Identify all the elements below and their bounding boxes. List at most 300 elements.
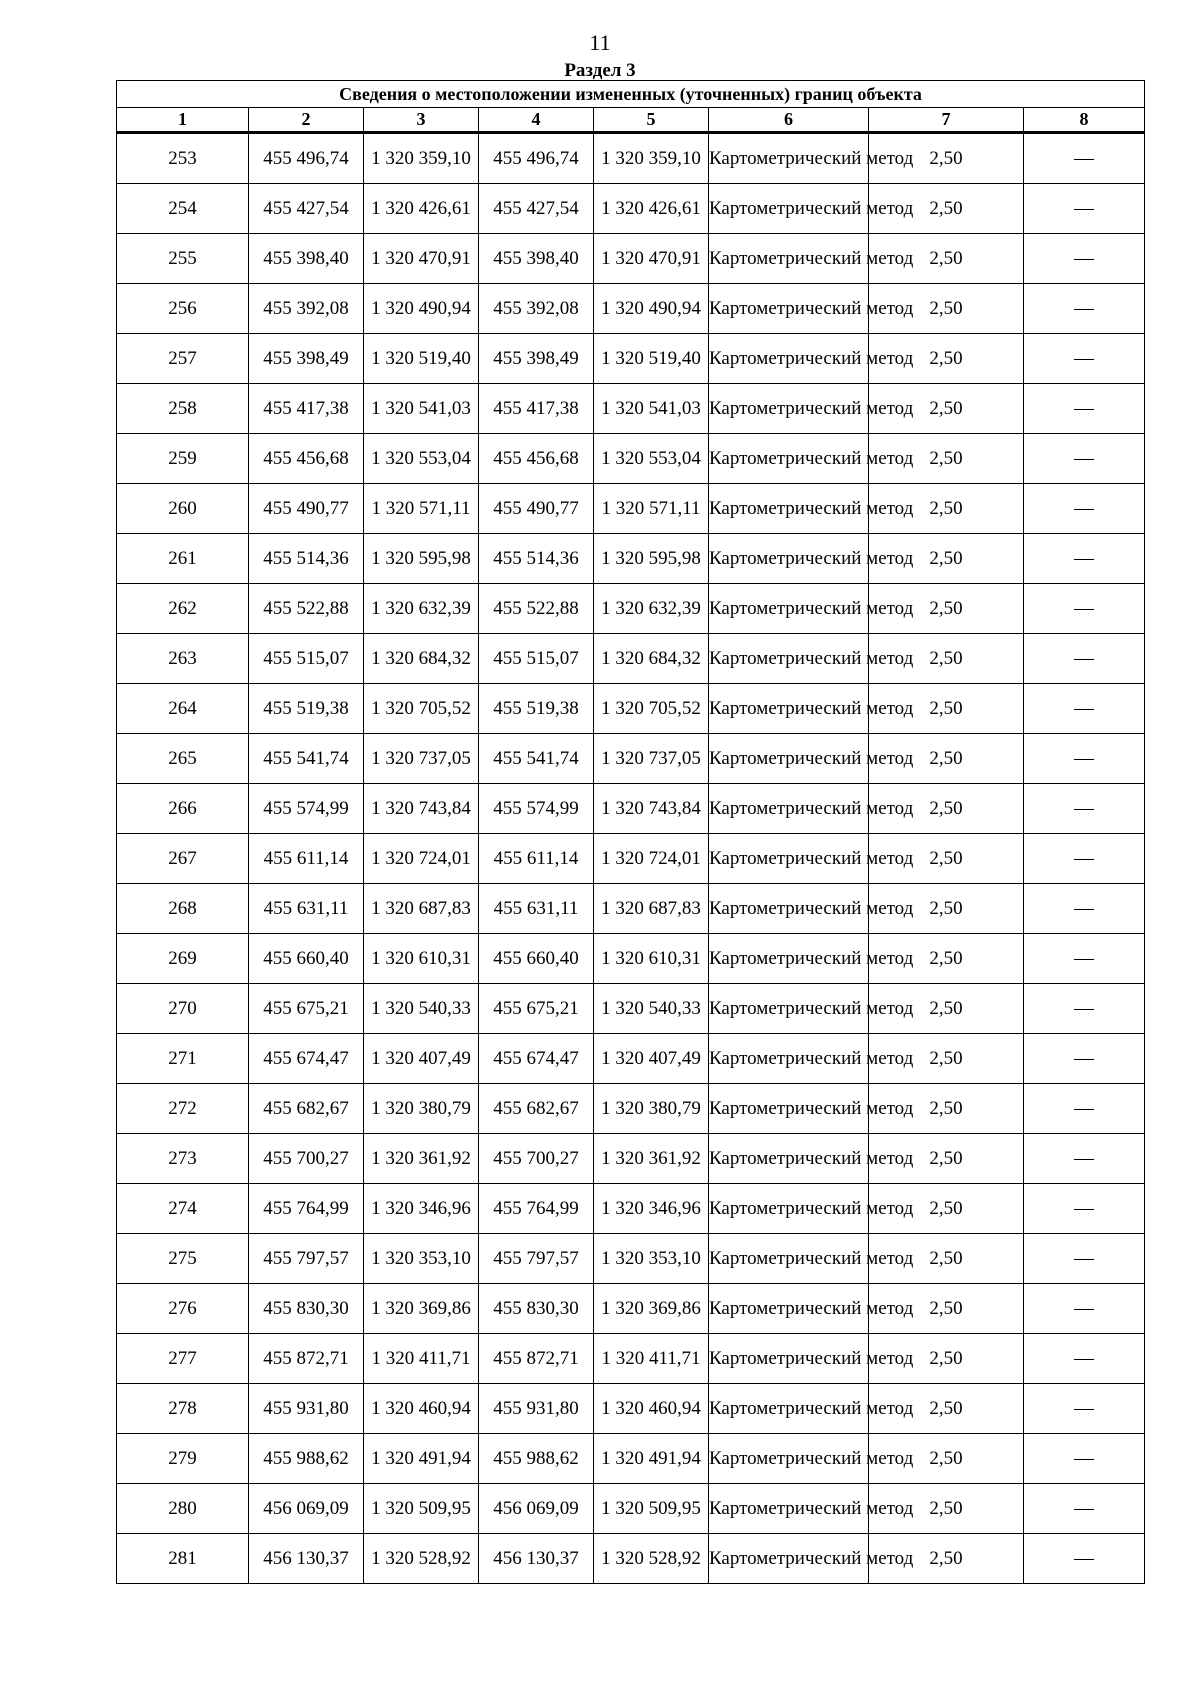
x-new-cell: 455 515,07 [479, 634, 594, 684]
y-old-cell: 1 320 553,04 [364, 434, 479, 484]
x-new-cell: 456 130,37 [479, 1534, 594, 1584]
note-cell [1024, 1384, 1145, 1434]
x-old-cell: 455 872,71 [249, 1334, 364, 1384]
note-cell [1024, 133, 1145, 184]
dash-mark [1074, 209, 1094, 210]
y-new-cell: 1 320 460,94 [594, 1384, 709, 1434]
dash-mark [1074, 259, 1094, 260]
point-number-cell: 280 [117, 1484, 249, 1534]
precision-cell: 2,50 [869, 234, 1024, 284]
method-cell: Картометрический метод [709, 584, 869, 634]
y-new-cell: 1 320 632,39 [594, 584, 709, 634]
x-new-cell: 455 797,57 [479, 1234, 594, 1284]
x-old-cell: 456 069,09 [249, 1484, 364, 1534]
note-cell [1024, 284, 1145, 334]
y-new-cell: 1 320 353,10 [594, 1234, 709, 1284]
note-cell [1024, 1284, 1145, 1334]
precision-cell: 2,50 [869, 784, 1024, 834]
precision-cell: 2,50 [869, 584, 1024, 634]
x-old-cell: 455 631,11 [249, 884, 364, 934]
note-cell [1024, 834, 1145, 884]
x-new-cell: 455 574,99 [479, 784, 594, 834]
x-new-cell: 455 490,77 [479, 484, 594, 534]
method-cell: Картометрический метод [709, 334, 869, 384]
y-new-cell: 1 320 553,04 [594, 434, 709, 484]
table-row [117, 384, 1145, 434]
note-cell [1024, 234, 1145, 284]
method-cell: Картометрический метод [709, 784, 869, 834]
method-cell: Картометрический метод [709, 534, 869, 584]
y-old-cell: 1 320 743,84 [364, 784, 479, 834]
precision-cell: 2,50 [869, 1234, 1024, 1284]
precision-cell: 2,50 [869, 634, 1024, 684]
table-row [117, 1034, 1145, 1084]
dash-mark [1074, 409, 1094, 410]
dash-mark [1074, 1409, 1094, 1410]
x-new-cell: 455 830,30 [479, 1284, 594, 1334]
x-old-cell: 455 675,21 [249, 984, 364, 1034]
column-number: 3 [364, 108, 479, 133]
note-cell [1024, 584, 1145, 634]
y-old-cell: 1 320 737,05 [364, 734, 479, 784]
precision-cell: 2,50 [869, 1384, 1024, 1434]
x-new-cell: 455 496,74 [479, 133, 594, 184]
note-cell [1024, 1434, 1145, 1484]
method-cell: Картометрический метод [709, 734, 869, 784]
y-old-cell: 1 320 632,39 [364, 584, 479, 634]
precision-cell: 2,50 [869, 484, 1024, 534]
table-row [117, 234, 1145, 284]
method-cell: Картометрический метод [709, 234, 869, 284]
dash-mark [1074, 809, 1094, 810]
note-cell [1024, 634, 1145, 684]
dash-mark [1074, 1459, 1094, 1460]
x-old-cell: 455 931,80 [249, 1384, 364, 1434]
x-new-cell: 455 988,62 [479, 1434, 594, 1484]
point-number-cell: 259 [117, 434, 249, 484]
point-number-cell: 258 [117, 384, 249, 434]
x-old-cell: 455 427,54 [249, 184, 364, 234]
precision-cell: 2,50 [869, 1134, 1024, 1184]
precision-cell: 2,50 [869, 184, 1024, 234]
method-cell: Картометрический метод [709, 1484, 869, 1534]
y-new-cell: 1 320 595,98 [594, 534, 709, 584]
x-old-cell: 455 797,57 [249, 1234, 364, 1284]
precision-cell: 2,50 [869, 434, 1024, 484]
point-number-cell: 274 [117, 1184, 249, 1234]
method-cell: Картометрический метод [709, 1134, 869, 1184]
x-new-cell: 455 674,47 [479, 1034, 594, 1084]
method-cell: Картометрический метод [709, 1184, 869, 1234]
x-old-cell: 455 515,07 [249, 634, 364, 684]
y-new-cell: 1 320 470,91 [594, 234, 709, 284]
table-caption-row [117, 81, 1145, 108]
y-new-cell: 1 320 361,92 [594, 1134, 709, 1184]
table-row [117, 284, 1145, 334]
y-old-cell: 1 320 519,40 [364, 334, 479, 384]
table-row [117, 534, 1145, 584]
y-new-cell: 1 320 684,32 [594, 634, 709, 684]
dash-mark [1074, 359, 1094, 360]
note-cell [1024, 534, 1145, 584]
point-number-cell: 266 [117, 784, 249, 834]
y-old-cell: 1 320 724,01 [364, 834, 479, 884]
x-new-cell: 455 631,11 [479, 884, 594, 934]
column-number: 2 [249, 108, 364, 133]
x-old-cell: 455 660,40 [249, 934, 364, 984]
point-number-cell: 278 [117, 1384, 249, 1434]
table-row [117, 634, 1145, 684]
x-new-cell: 455 931,80 [479, 1384, 594, 1434]
x-new-cell: 455 398,40 [479, 234, 594, 284]
point-number-cell: 269 [117, 934, 249, 984]
table-row [117, 1534, 1145, 1584]
y-old-cell: 1 320 411,71 [364, 1334, 479, 1384]
y-old-cell: 1 320 528,92 [364, 1534, 479, 1584]
point-number-cell: 271 [117, 1034, 249, 1084]
x-new-cell: 455 675,21 [479, 984, 594, 1034]
y-new-cell: 1 320 687,83 [594, 884, 709, 934]
dash-mark [1074, 959, 1094, 960]
table-row [117, 484, 1145, 534]
y-old-cell: 1 320 490,94 [364, 284, 479, 334]
x-new-cell: 455 392,08 [479, 284, 594, 334]
note-cell [1024, 1084, 1145, 1134]
table-row [117, 184, 1145, 234]
y-new-cell: 1 320 724,01 [594, 834, 709, 884]
y-old-cell: 1 320 361,92 [364, 1134, 479, 1184]
point-number-cell: 281 [117, 1534, 249, 1584]
point-number-cell: 268 [117, 884, 249, 934]
precision-cell: 2,50 [869, 1484, 1024, 1534]
x-new-cell: 455 398,49 [479, 334, 594, 384]
y-old-cell: 1 320 541,03 [364, 384, 479, 434]
dash-mark [1074, 459, 1094, 460]
point-number-cell: 272 [117, 1084, 249, 1134]
precision-cell: 2,50 [869, 1184, 1024, 1234]
method-cell: Картометрический метод [709, 634, 869, 684]
y-old-cell: 1 320 684,32 [364, 634, 479, 684]
dash-mark [1074, 559, 1094, 560]
x-old-cell: 455 611,14 [249, 834, 364, 884]
note-cell [1024, 484, 1145, 534]
dash-mark [1074, 509, 1094, 510]
table-row [117, 684, 1145, 734]
point-number-cell: 270 [117, 984, 249, 1034]
x-old-cell: 455 830,30 [249, 1284, 364, 1334]
method-cell: Картометрический метод [709, 484, 869, 534]
note-cell [1024, 1334, 1145, 1384]
table-row [117, 1234, 1145, 1284]
x-new-cell: 455 456,68 [479, 434, 594, 484]
point-number-cell: 265 [117, 734, 249, 784]
x-new-cell: 455 611,14 [479, 834, 594, 884]
x-new-cell: 455 872,71 [479, 1334, 594, 1384]
x-old-cell: 455 674,47 [249, 1034, 364, 1084]
x-old-cell: 455 398,49 [249, 334, 364, 384]
precision-cell: 2,50 [869, 1334, 1024, 1384]
method-cell: Картометрический метод [709, 1034, 869, 1084]
point-number-cell: 262 [117, 584, 249, 634]
x-old-cell: 456 130,37 [249, 1534, 364, 1584]
table-row [117, 334, 1145, 384]
precision-cell: 2,50 [869, 1284, 1024, 1334]
y-new-cell: 1 320 411,71 [594, 1334, 709, 1384]
precision-cell: 2,50 [869, 834, 1024, 884]
x-old-cell: 455 522,88 [249, 584, 364, 634]
x-new-cell: 455 660,40 [479, 934, 594, 984]
table-row [117, 734, 1145, 784]
x-old-cell: 455 398,40 [249, 234, 364, 284]
x-new-cell: 455 514,36 [479, 534, 594, 584]
table-caption: Сведения о местоположении измененных (уточненных) границ объекта [117, 81, 1145, 108]
precision-cell: 2,50 [869, 1084, 1024, 1134]
x-old-cell: 455 541,74 [249, 734, 364, 784]
method-cell: Картометрический метод [709, 1334, 869, 1384]
y-old-cell: 1 320 346,96 [364, 1184, 479, 1234]
method-cell: Картометрический метод [709, 1384, 869, 1434]
note-cell [1024, 934, 1145, 984]
dash-mark [1074, 859, 1094, 860]
y-new-cell: 1 320 541,03 [594, 384, 709, 434]
x-old-cell: 455 574,99 [249, 784, 364, 834]
note-cell [1024, 784, 1145, 834]
dash-mark [1074, 1359, 1094, 1360]
method-cell: Картометрический метод [709, 984, 869, 1034]
method-cell: Картометрический метод [709, 1284, 869, 1334]
table-row [117, 834, 1145, 884]
x-new-cell: 455 682,67 [479, 1084, 594, 1134]
y-new-cell: 1 320 737,05 [594, 734, 709, 784]
table-row [117, 133, 1145, 184]
dash-mark [1074, 1309, 1094, 1310]
note-cell [1024, 384, 1145, 434]
x-new-cell: 455 522,88 [479, 584, 594, 634]
y-new-cell: 1 320 528,92 [594, 1534, 709, 1584]
section-title: Раздел 3 [564, 60, 636, 81]
dash-mark [1074, 1559, 1094, 1560]
precision-cell: 2,50 [869, 1034, 1024, 1084]
point-number-cell: 277 [117, 1334, 249, 1384]
y-old-cell: 1 320 460,94 [364, 1384, 479, 1434]
precision-cell: 2,50 [869, 734, 1024, 784]
point-number-cell: 254 [117, 184, 249, 234]
y-old-cell: 1 320 509,95 [364, 1484, 479, 1534]
point-number-cell: 279 [117, 1434, 249, 1484]
dash-mark [1074, 709, 1094, 710]
y-old-cell: 1 320 687,83 [364, 884, 479, 934]
y-old-cell: 1 320 610,31 [364, 934, 479, 984]
x-new-cell: 455 417,38 [479, 384, 594, 434]
x-new-cell: 455 764,99 [479, 1184, 594, 1234]
point-number-cell: 273 [117, 1134, 249, 1184]
method-cell: Картометрический метод [709, 384, 869, 434]
precision-cell: 2,50 [869, 934, 1024, 984]
y-old-cell: 1 320 353,10 [364, 1234, 479, 1284]
point-number-cell: 260 [117, 484, 249, 534]
table-row [117, 584, 1145, 634]
y-old-cell: 1 320 540,33 [364, 984, 479, 1034]
point-number-cell: 276 [117, 1284, 249, 1334]
y-new-cell: 1 320 610,31 [594, 934, 709, 984]
note-cell [1024, 984, 1145, 1034]
method-cell: Картометрический метод [709, 434, 869, 484]
note-cell [1024, 734, 1145, 784]
dash-mark [1074, 659, 1094, 660]
note-cell [1024, 184, 1145, 234]
dash-mark [1074, 909, 1094, 910]
note-cell [1024, 1134, 1145, 1184]
note-cell [1024, 1484, 1145, 1534]
y-new-cell: 1 320 571,11 [594, 484, 709, 534]
method-cell: Картометрический метод [709, 834, 869, 884]
method-cell: Картометрический метод [709, 684, 869, 734]
dash-mark [1074, 1009, 1094, 1010]
point-number-cell: 267 [117, 834, 249, 884]
y-new-cell: 1 320 380,79 [594, 1084, 709, 1134]
point-number-cell: 263 [117, 634, 249, 684]
column-number: 7 [869, 108, 1024, 133]
x-old-cell: 455 417,38 [249, 384, 364, 434]
table-row [117, 934, 1145, 984]
dash-mark [1074, 1259, 1094, 1260]
method-cell: Картометрический метод [709, 1434, 869, 1484]
precision-cell: 2,50 [869, 334, 1024, 384]
table-row [117, 1184, 1145, 1234]
note-cell [1024, 334, 1145, 384]
x-new-cell: 455 519,38 [479, 684, 594, 734]
point-number-cell: 275 [117, 1234, 249, 1284]
precision-cell: 2,50 [869, 884, 1024, 934]
column-number: 5 [594, 108, 709, 133]
precision-cell: 2,50 [869, 534, 1024, 584]
x-old-cell: 455 764,99 [249, 1184, 364, 1234]
point-number-cell: 264 [117, 684, 249, 734]
column-number: 4 [479, 108, 594, 133]
table-row [117, 1134, 1145, 1184]
precision-cell: 2,50 [869, 684, 1024, 734]
point-number-cell: 253 [117, 133, 249, 184]
dash-mark [1074, 1209, 1094, 1210]
y-new-cell: 1 320 540,33 [594, 984, 709, 1034]
dash-mark [1074, 309, 1094, 310]
x-old-cell: 455 496,74 [249, 133, 364, 184]
column-number-row [117, 108, 1145, 133]
precision-cell: 2,50 [869, 1534, 1024, 1584]
y-new-cell: 1 320 407,49 [594, 1034, 709, 1084]
y-new-cell: 1 320 359,10 [594, 133, 709, 184]
y-old-cell: 1 320 407,49 [364, 1034, 479, 1084]
table-row [117, 784, 1145, 834]
y-old-cell: 1 320 359,10 [364, 133, 479, 184]
method-cell: Картометрический метод [709, 133, 869, 184]
method-cell: Картометрический метод [709, 884, 869, 934]
note-cell [1024, 684, 1145, 734]
table-row [117, 1434, 1145, 1484]
y-new-cell: 1 320 519,40 [594, 334, 709, 384]
column-number: 6 [709, 108, 869, 133]
x-new-cell: 455 427,54 [479, 184, 594, 234]
note-cell [1024, 1184, 1145, 1234]
method-cell: Картометрический метод [709, 1084, 869, 1134]
x-old-cell: 455 490,77 [249, 484, 364, 534]
dash-mark [1074, 1109, 1094, 1110]
table-row [117, 1384, 1145, 1434]
precision-cell: 2,50 [869, 284, 1024, 334]
x-new-cell: 455 541,74 [479, 734, 594, 784]
method-cell: Картометрический метод [709, 1234, 869, 1284]
dash-mark [1074, 159, 1094, 160]
y-new-cell: 1 320 743,84 [594, 784, 709, 834]
note-cell [1024, 1234, 1145, 1284]
x-old-cell: 455 682,67 [249, 1084, 364, 1134]
note-cell [1024, 884, 1145, 934]
y-old-cell: 1 320 426,61 [364, 184, 479, 234]
x-old-cell: 455 988,62 [249, 1434, 364, 1484]
table-row [117, 1484, 1145, 1534]
dash-mark [1074, 1159, 1094, 1160]
column-number: 8 [1024, 108, 1145, 133]
y-new-cell: 1 320 705,52 [594, 684, 709, 734]
y-new-cell: 1 320 346,96 [594, 1184, 709, 1234]
y-old-cell: 1 320 491,94 [364, 1434, 479, 1484]
x-old-cell: 455 456,68 [249, 434, 364, 484]
precision-cell: 2,50 [869, 384, 1024, 434]
method-cell: Картометрический метод [709, 284, 869, 334]
note-cell [1024, 434, 1145, 484]
point-number-cell: 256 [117, 284, 249, 334]
x-new-cell: 456 069,09 [479, 1484, 594, 1534]
dash-mark [1074, 609, 1094, 610]
precision-cell: 2,50 [869, 1434, 1024, 1484]
x-old-cell: 455 514,36 [249, 534, 364, 584]
table-row [117, 1084, 1145, 1134]
table-row [117, 1334, 1145, 1384]
y-new-cell: 1 320 426,61 [594, 184, 709, 234]
x-old-cell: 455 392,08 [249, 284, 364, 334]
y-old-cell: 1 320 705,52 [364, 684, 479, 734]
page-number: 11 [589, 30, 611, 55]
y-new-cell: 1 320 509,95 [594, 1484, 709, 1534]
point-number-cell: 255 [117, 234, 249, 284]
method-cell: Картометрический метод [709, 1534, 869, 1584]
y-new-cell: 1 320 491,94 [594, 1434, 709, 1484]
table-row [117, 984, 1145, 1034]
y-old-cell: 1 320 380,79 [364, 1084, 479, 1134]
dash-mark [1074, 1509, 1094, 1510]
y-old-cell: 1 320 369,86 [364, 1284, 479, 1334]
point-number-cell: 261 [117, 534, 249, 584]
table-row [117, 1284, 1145, 1334]
y-old-cell: 1 320 470,91 [364, 234, 479, 284]
y-old-cell: 1 320 595,98 [364, 534, 479, 584]
note-cell [1024, 1534, 1145, 1584]
table-row [117, 434, 1145, 484]
x-new-cell: 455 700,27 [479, 1134, 594, 1184]
precision-cell: 2,50 [869, 133, 1024, 184]
column-number: 1 [117, 108, 249, 133]
method-cell: Картометрический метод [709, 934, 869, 984]
precision-cell: 2,50 [869, 984, 1024, 1034]
dash-mark [1074, 1059, 1094, 1060]
y-old-cell: 1 320 571,11 [364, 484, 479, 534]
coordinates-table [116, 80, 1145, 1584]
y-new-cell: 1 320 369,86 [594, 1284, 709, 1334]
dash-mark [1074, 759, 1094, 760]
x-old-cell: 455 700,27 [249, 1134, 364, 1184]
y-new-cell: 1 320 490,94 [594, 284, 709, 334]
note-cell [1024, 1034, 1145, 1084]
